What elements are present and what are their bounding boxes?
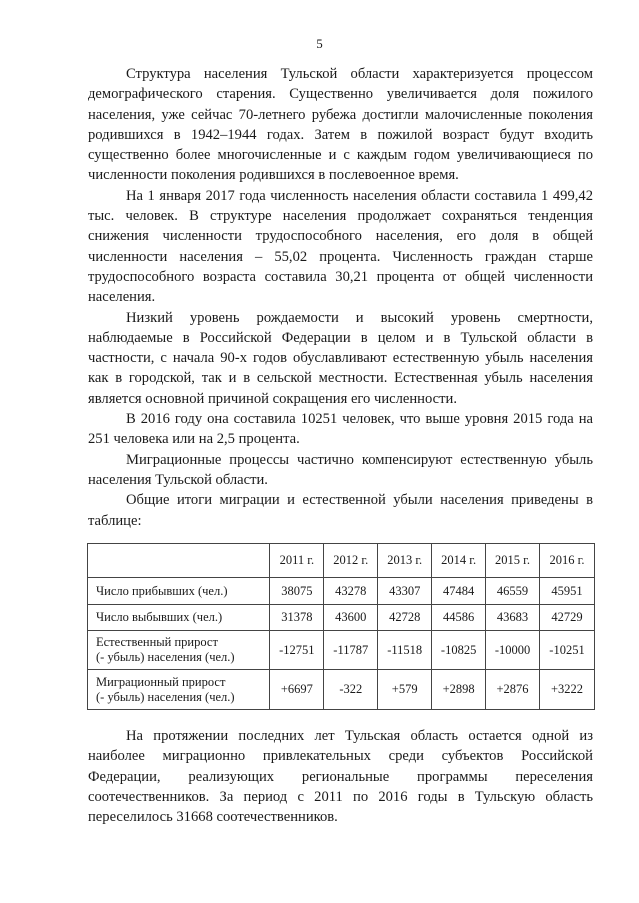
table-cell: 38075 — [270, 578, 324, 605]
row-label — [88, 670, 270, 710]
table-cell: 42728 — [378, 605, 432, 631]
table-cell: -11518 — [378, 631, 432, 670]
row-label-line: (- убыль) населения (чел.) — [96, 689, 235, 704]
table-cell: 43278 — [324, 578, 378, 605]
table-cell: -11787 — [324, 631, 378, 670]
table-header-cell: 2012 г. — [324, 544, 378, 578]
table-header-cell: 2014 г. — [432, 544, 486, 578]
table-cell: +579 — [378, 670, 432, 710]
table-cell: 47484 — [432, 578, 486, 605]
row-label: Число прибывших (чел.) — [88, 578, 270, 605]
row-label-line: Естественный прирост — [96, 635, 218, 649]
table-header-cell: 2013 г. — [378, 544, 432, 578]
table-cell: 42729 — [540, 605, 595, 631]
table-cell: -10251 — [540, 631, 595, 670]
table-header-cell: 2011 г. — [270, 544, 324, 578]
table-cell: +6697 — [270, 670, 324, 710]
migration-table — [87, 543, 595, 710]
paragraph-population: На 1 января 2017 года численность населения области составила 1 499,42 тыс. человек. В структуре населения продолжает сохраняться тенденция снижения численности трудоспособного населения, его доля в общей численности населения – 55,02 процента. Численность граждан старше трудоспособного возраста составила 30,21 процента от общей численности населения. — [88, 187, 593, 306]
table-row — [88, 605, 595, 631]
table-cell: -322 — [324, 670, 378, 710]
body-text-bottom — [88, 726, 593, 827]
row-label-line: Миграционный прирост — [96, 674, 226, 689]
table-header-cell: 2016 г. — [540, 544, 595, 578]
table-row — [88, 631, 595, 670]
paragraph-birth-death: Низкий уровень рождаемости и высокий уровень смертности, наблюдаемые в Российской Федерации в целом и в Тульской области в частности, с начала 90-х годов обуславливают естественную убыль населения как в городской, так и в сельской местности. Естественная убыль населения является основной причиной сокращения его численности. — [88, 309, 593, 407]
table-cell: -12751 — [270, 631, 324, 670]
table-cell: 44586 — [432, 605, 486, 631]
table-cell: +2876 — [486, 670, 540, 710]
paragraph-compatriots: На протяжении последних лет Тульская область остается одной из наиболее миграционно привлекательных среди субъектов Российской Федерации, реализующих региональные программы переселения соотечественников. За период с 2011 по 2016 годы в Тульскую область переселилось 31668 соотечественников. — [88, 728, 593, 826]
table-cell: +3222 — [540, 670, 595, 710]
page-number: 5 — [316, 36, 323, 51]
paragraph-migration: Миграционные процессы частично компенсируют естественную убыль населения Тульской области. — [88, 451, 593, 488]
paragraph-table-intro: Общие итоги миграции и естественной убыли населения приведены в таблице: — [88, 492, 593, 529]
table-header-cell: 2015 г. — [486, 544, 540, 578]
paragraph-2016-decline: В 2016 году она составила 10251 человек, что выше уровня 2015 года на 251 человека или на 2,5 процента. — [88, 411, 593, 448]
table-cell: +2898 — [432, 670, 486, 710]
row-label — [88, 631, 270, 670]
table-cell: 45951 — [540, 578, 595, 605]
table-cell: 43683 — [486, 605, 540, 631]
table-cell: 43600 — [324, 605, 378, 631]
table-row — [88, 670, 595, 710]
table-header-cell — [88, 544, 270, 578]
table-cell: 46559 — [486, 578, 540, 605]
table-cell: -10000 — [486, 631, 540, 670]
paragraph-aging: Структура населения Тульской области характеризуется процессом демографического старения. Существенно увеличивается доля пожилого населения, уже сейчас 70-летнего рубежа достигли малочисленные поколения родившихся в 1942–1944 годах. Затем в пожилой возраст будут входить существенно более многочисленные и с каждым годом увеличивающиеся по численности поколения родившихся в послевоенное время. — [88, 66, 593, 184]
table-row — [88, 578, 595, 605]
table-header-row — [88, 544, 595, 578]
row-label-line: (- убыль) населения (чел.) — [96, 650, 235, 664]
table-cell: -10825 — [432, 631, 486, 670]
table-cell: 43307 — [378, 578, 432, 605]
table-cell: 31378 — [270, 605, 324, 631]
row-label: Число выбывших (чел.) — [88, 605, 270, 631]
body-text — [88, 64, 593, 531]
